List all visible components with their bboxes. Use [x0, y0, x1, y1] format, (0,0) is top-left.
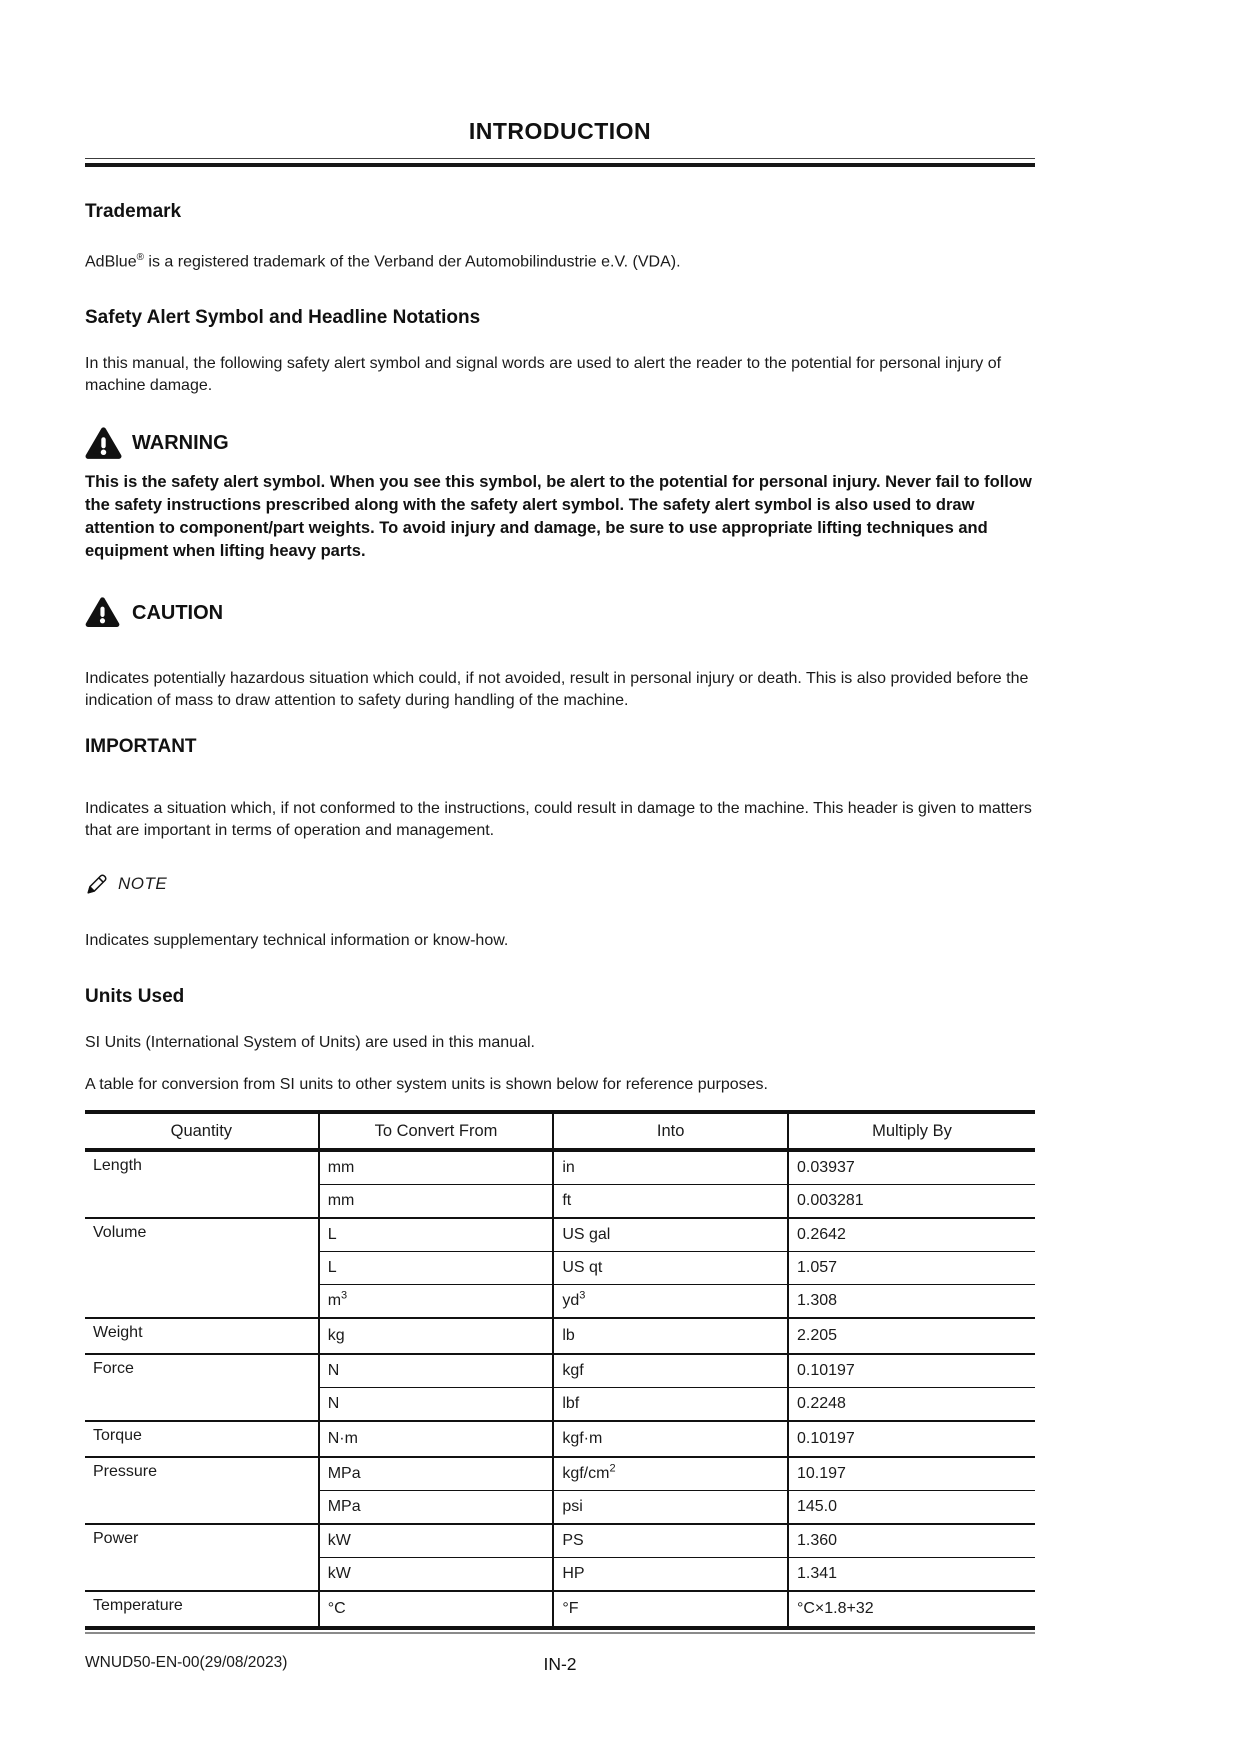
trademark-text-pre: AdBlue — [85, 253, 137, 271]
convert-from-cell: kW — [319, 1524, 554, 1558]
convert-from-cell: kg — [319, 1318, 554, 1354]
table-row — [85, 1421, 1035, 1457]
title-rule — [85, 158, 1035, 167]
column-header-into: Into — [553, 1112, 788, 1150]
registered-mark: ® — [136, 252, 144, 263]
into-cell: lbf — [553, 1388, 788, 1422]
multiply-by-cell: 0.03937 — [788, 1150, 1035, 1185]
table-row — [85, 1150, 1035, 1185]
quantity-cell: Force — [85, 1354, 319, 1421]
column-header-to-convert-from: To Convert From — [319, 1112, 554, 1150]
convert-from-cell: L — [319, 1252, 554, 1285]
into-cell: HP — [553, 1558, 788, 1592]
into-cell: ft — [553, 1185, 788, 1219]
multiply-by-cell: 145.0 — [788, 1491, 1035, 1525]
convert-from-cell: $m^3$ — [319, 1285, 554, 1319]
safety-alert-intro-text: In this manual, the following safety alert symbol and signal words are used to alert the reader to the potential for personal injury of machine damage. — [85, 355, 1002, 395]
important-text: Indicates a situation which, if not conformed to the instructions, could result in damage to the machine. This header is given to matters that are important in terms of operation and management. — [85, 800, 1032, 840]
trademark-text-post: is a registered trademark of the Verband der Automobilindustrie e.V. (VDA). — [143, 253, 681, 271]
convert-from-cell: N — [319, 1388, 554, 1422]
multiply-by-cell: 0.2642 — [788, 1218, 1035, 1252]
convert-from-cell: N·m — [319, 1421, 554, 1457]
units-table-intro-text: A table for conversion from SI units to other system units is shown below for reference purposes. — [85, 1076, 768, 1094]
convert-from-cell: MPa — [319, 1491, 554, 1525]
multiply-by-cell: 1.057 — [788, 1252, 1035, 1285]
pencil-icon — [85, 872, 109, 896]
caution-label: CAUTION — [132, 602, 224, 625]
into-cell: psi — [553, 1491, 788, 1525]
warning-header — [85, 427, 1035, 460]
into-cell: US gal — [553, 1218, 788, 1252]
convert-from-cell: MPa — [319, 1457, 554, 1491]
page-number: IN-2 — [543, 1654, 577, 1674]
multiply-by-cell: 10.197 — [788, 1457, 1035, 1491]
note-header — [85, 872, 1035, 896]
multiply-by-cell: 1.308 — [788, 1285, 1035, 1319]
quantity-cell: Power — [85, 1524, 319, 1591]
warning-triangle-icon — [85, 427, 122, 460]
table-header-row — [85, 1112, 1035, 1150]
units-si-text: SI Units (International System of Units) are used in this manual. — [85, 1034, 535, 1052]
multiply-by-cell: 1.341 — [788, 1558, 1035, 1592]
quantity-cell: Torque — [85, 1421, 319, 1457]
warning-text: This is the safety alert symbol. When you see this symbol, be alert to the potential for personal injury. Never fail to follow the safety instructions prescribed along with the safety alert symbol. The safety alert symbol is also used to draw attention to component/part weights. To avoid injury and damage, be sure to use appropriate lifting techniques and equipment when lifting heavy parts. — [85, 473, 1032, 561]
document-code: WNUD50-EN-00(29/08/2023) — [85, 1654, 288, 1671]
page-title: INTRODUCTION — [468, 118, 652, 144]
quantity-cell: Weight — [85, 1318, 319, 1354]
section-heading-units-used: Units Used — [85, 986, 185, 1008]
convert-from-cell: mm — [319, 1150, 554, 1185]
convert-from-cell: N — [319, 1354, 554, 1388]
into-cell: kgf — [553, 1354, 788, 1388]
warning-label: WARNING — [132, 432, 229, 455]
note-label: NOTE — [118, 874, 168, 894]
footer-rule — [85, 1632, 1035, 1634]
multiply-by-cell: 0.10197 — [788, 1354, 1035, 1388]
convert-from-cell: L — [319, 1218, 554, 1252]
into-cell: $yd^3$ — [553, 1285, 788, 1319]
section-heading-trademark: Trademark — [85, 201, 182, 222]
table-row — [85, 1591, 1035, 1628]
table-row — [85, 1318, 1035, 1354]
multiply-by-cell: 0.10197 — [788, 1421, 1035, 1457]
quantity-cell: Length — [85, 1150, 319, 1218]
quantity-cell: Pressure — [85, 1457, 319, 1524]
convert-from-cell: kW — [319, 1558, 554, 1592]
into-cell: lb — [553, 1318, 788, 1354]
multiply-by-cell: 2.205 — [788, 1318, 1035, 1354]
into-cell: kgf/$cm^2$ — [553, 1457, 788, 1491]
convert-from-cell: °C — [319, 1591, 554, 1628]
table-row — [85, 1354, 1035, 1388]
into-cell: in — [553, 1150, 788, 1185]
warning-triangle-icon — [85, 597, 122, 630]
quantity-cell: Volume — [85, 1218, 319, 1318]
page-content — [85, 0, 1035, 1630]
table-body — [85, 1150, 1035, 1628]
table-header — [85, 1112, 1035, 1150]
trademark-text — [85, 247, 1035, 273]
into-cell: kgf·m — [553, 1421, 788, 1457]
caution-text: Indicates potentially hazardous situation which could, if not avoided, result in personal injury or death. This is also provided before the indication of mass to draw attention to safety during handling of the machine. — [85, 670, 1029, 710]
table-row — [85, 1218, 1035, 1252]
table-row — [85, 1524, 1035, 1558]
convert-from-cell: mm — [319, 1185, 554, 1219]
into-cell: °F — [553, 1591, 788, 1628]
note-text: Indicates supplementary technical information or know-how. — [85, 932, 509, 950]
caution-header — [85, 597, 1035, 630]
multiply-by-cell: 0.2248 — [788, 1388, 1035, 1422]
footer-row — [85, 1654, 1035, 1676]
unit-conversion-table — [85, 1110, 1035, 1630]
multiply-by-cell: 1.360 — [788, 1524, 1035, 1558]
multiply-by-cell: 0.003281 — [788, 1185, 1035, 1219]
section-heading-important: IMPORTANT — [85, 736, 197, 758]
into-cell: PS — [553, 1524, 788, 1558]
multiply-by-cell: °C×1.8+32 — [788, 1591, 1035, 1628]
table-row — [85, 1457, 1035, 1491]
page-footer — [85, 1632, 1035, 1676]
quantity-cell: Temperature — [85, 1591, 319, 1628]
column-header-quantity: Quantity — [85, 1112, 319, 1150]
into-cell: US qt — [553, 1252, 788, 1285]
column-header-multiply-by: Multiply By — [788, 1112, 1035, 1150]
section-heading-safety-alert: Safety Alert Symbol and Headline Notations — [85, 307, 481, 329]
